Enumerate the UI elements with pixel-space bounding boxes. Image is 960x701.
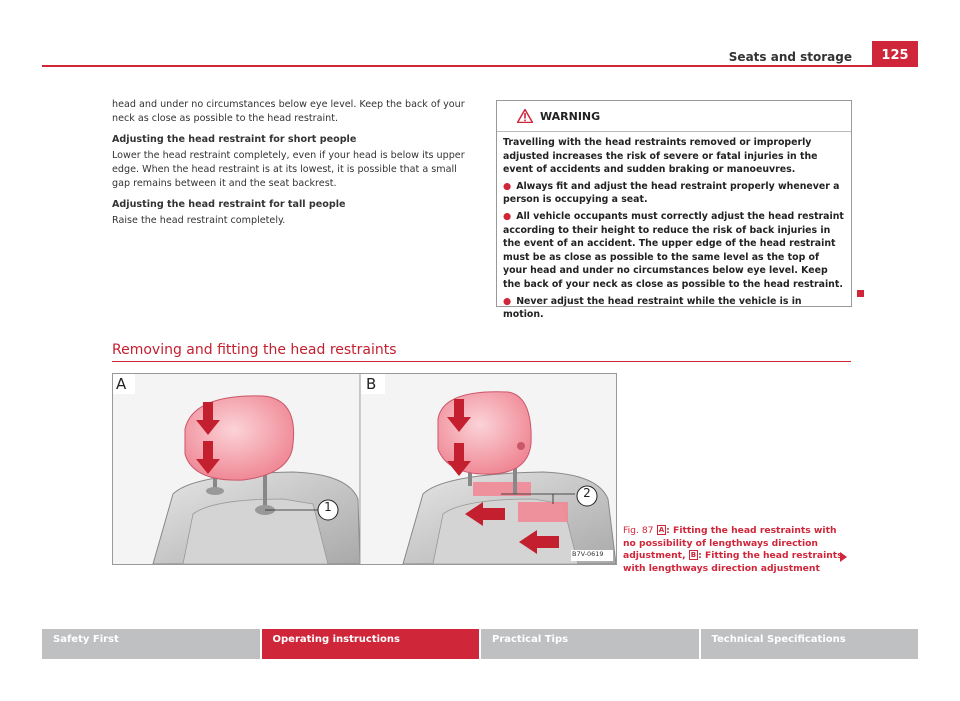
footer-nav [42,629,918,659]
section-rule [112,361,851,362]
caption-text-b: : Fitting the head restraints with lengthways direction adjustment [623,550,843,574]
bullet-icon: ● [503,210,512,222]
warning-box [496,100,852,321]
warning-body [497,132,851,322]
short-people-text: Lower the head restraint completely, even if your head is below its upper edge. When the head restraint is at its lowest, it is possible that a small gap remains between it and the seat backrest. [112,150,465,189]
figure-code: B7V-0619 [572,550,604,558]
tab-safety-first[interactable]: Safety First [42,629,260,659]
key-a-icon: A [658,526,665,534]
continue-arrow-icon [840,552,847,562]
warning-item: ● All vehicle occupants must correctly adjust the head restraint according to their height to reduce the risk of back injuries in the event of an accident. The upper edge of the head restraint must be as close as possible to the same level as the top of your head and under no circumstances below eye level. Keep the back of your neck as close as possible to the head restraint. [503,210,844,290]
warning-lead: Travelling with the head restraints removed or improperly adjusted increases the risk of severe or fatal injuries in the event of accidents and sudden braking or manoeuvres. [503,137,818,176]
warning-item: ● Never adjust the head restraint while the vehicle is in motion. [503,295,802,321]
warning-item: ● Always fit and adjust the head restraint properly whenever a person is occupying a seat. [503,180,840,206]
tab-technical-specifications[interactable]: Technical Specifications [701,629,919,659]
head-restraint-figure [112,373,617,565]
bullet-icon: ● [503,295,512,307]
intro-paragraph: head and under no circumstances below eye level. Keep the back of your neck as close as possible to the head restraint. [112,99,465,124]
left-column [112,98,472,235]
short-people-heading: Adjusting the head restraint for short people [112,134,357,145]
key-b-icon: B [690,551,697,559]
figure-number: Fig. 87 [623,525,654,536]
bullet-icon: ● [503,180,512,192]
tall-people-heading: Adjusting the head restraint for tall people [112,199,346,210]
page-number: 125 [872,41,918,67]
warning-triangle-icon [517,109,533,123]
figure-illustration [113,374,616,564]
tall-people-text: Raise the head restraint completely. [112,215,286,226]
callout-2: 2 [583,486,591,500]
tab-practical-tips[interactable]: Practical Tips [481,629,699,659]
panel-b-illustration [361,374,616,564]
running-header-title: Seats and storage [728,50,852,64]
panel-a-illustration [113,374,360,564]
tab-operating-instructions[interactable]: Operating instructions [262,629,480,659]
header-rule [42,65,918,67]
warning-header [497,101,851,132]
figure-caption [623,525,848,575]
callout-1: 1 [324,500,332,514]
warning-title: WARNING [540,109,601,123]
panel-b-label: B [366,375,377,393]
panel-a-label: A [116,375,127,393]
caption-text-a: : Fitting the head restraints with no possibility of lengthways direction adjustment, [623,525,837,561]
end-of-section-marker [857,290,864,297]
section-heading: Removing and fitting the head restraints [112,342,397,358]
